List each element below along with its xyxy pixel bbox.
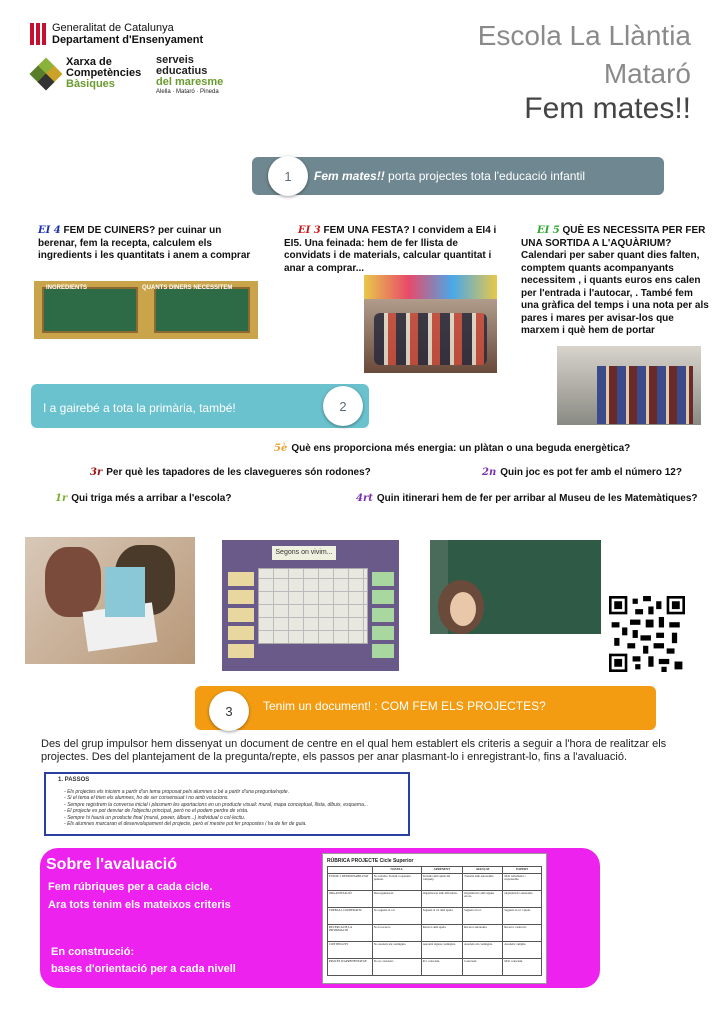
ei3-text: FEM UNA FESTA? I convidem a EI4 i EI5. Una feinada: hem de fer llista de convidats i de materials, calcular quantitat i anar a comprar... <box>284 225 497 274</box>
rubrica-cell: ESTOIC I RESPONSABILITAT <box>328 873 373 890</box>
rubrica-cell: CONTINGUTS <box>328 941 373 958</box>
ei3-block <box>284 225 502 275</box>
xarxa-diamond-icon <box>32 60 60 88</box>
section1-number: 1 <box>268 156 308 196</box>
table-row <box>328 924 542 941</box>
passos-title: 1. PASSOS <box>58 777 90 783</box>
rubrica-cell: Segueix el rol. <box>463 907 503 924</box>
rubrica-cell: No segueix el rol. <box>372 907 421 924</box>
ei4-block <box>38 225 260 263</box>
avaluacio-line4: bases d'orientació per a cada nivell <box>51 963 236 975</box>
rubrica-header: EXPERT <box>503 867 542 874</box>
rubrica-cell: TREBALL COOPERATIU <box>328 907 373 924</box>
rubrica-cell: Segueix el rol i ajuda. <box>503 907 542 924</box>
rubrica-cell: Molt conscient. <box>503 958 542 975</box>
question-2n-tag: 2n <box>482 467 497 478</box>
ei5-block <box>521 225 709 338</box>
rubrica-cell: No treballa. Treball cooperatiu puntual. <box>372 873 421 890</box>
rubrica-document <box>322 853 547 984</box>
section3-number: 3 <box>209 691 249 731</box>
school-name: Escola La Llàntia <box>477 20 691 51</box>
ei4-tag: EI 4 <box>38 225 61 236</box>
rubrica-cell: Segueix el rol amb ajuda. <box>421 907 462 924</box>
board-segons-title: Segons on vivim... <box>272 546 336 560</box>
xarxa-line3: Bàsiques <box>66 78 115 90</box>
primary-photo-3 <box>430 540 601 634</box>
poster-title: Fem mates!! <box>524 92 691 125</box>
serveis-line4: Alella · Mataró · Pineda <box>156 89 219 95</box>
section1-banner <box>252 157 664 195</box>
rubrica-cell: Poc conscient. <box>421 958 462 975</box>
xarxa-line1: Xarxa de <box>66 56 112 68</box>
ei3-tag: EI 3 <box>298 225 321 236</box>
section2-number: 2 <box>323 386 363 426</box>
question-1r-tag: 1r <box>55 493 68 504</box>
primary-photo-2 <box>222 540 399 671</box>
table-row <box>328 907 542 924</box>
rubrica-cell: RECERCA DE LA INFORMACIÓ <box>328 924 373 941</box>
gencat-line1: Generalitat de Catalunya <box>52 22 174 34</box>
passos-item: - Sempre registrem la conversa inicial i plasmem les aportacions en un producte visual: mural, mapa conceptual, llista, dibuix, esquema... <box>64 802 402 809</box>
section2-banner <box>31 384 369 428</box>
board-diners-label: QUANTS DINERS NECESSITEM <box>142 285 233 291</box>
serveis-line3: del maresme <box>156 76 224 88</box>
rubrica-cell: Recerca i selecció. <box>503 924 542 941</box>
question-4rt <box>356 493 698 504</box>
gencat-line2: Departament d'Ensenyament <box>52 34 204 46</box>
avaluacio-line2: Ara tots tenim els mateixos criteris <box>48 899 231 911</box>
question-2n-text: Quin joc es pot fer amb el número 12? <box>500 467 682 478</box>
rubrica-table <box>327 866 542 976</box>
avaluacio-line3: En construcció: <box>51 946 135 958</box>
section3-banner <box>195 686 656 730</box>
xarxa-line2: Competències <box>66 67 142 79</box>
primary-photo-1 <box>25 537 195 664</box>
question-3r-text: Per què les tapadores de les clavegueres són rodones? <box>106 467 371 478</box>
rubrica-cell: ORGANITZACIÓ <box>328 890 373 907</box>
rubrica-cell: Treballa amb autonomia. <box>463 873 503 890</box>
serveis-line2: educatius <box>156 65 208 77</box>
rubrica-cell: No assoleix els continguts. <box>372 941 421 958</box>
rubrica-cell: Molt treballador i responsable. <box>503 873 542 890</box>
xarxa-logo <box>32 57 141 90</box>
rubrica-header: APRENENT <box>421 867 462 874</box>
passos-item: - Els projectes els iniciem a partir d'un tema proposat pels alumnes o bé a partir d'una pregunta/repte. <box>64 789 402 796</box>
serveis-line1: serveis <box>156 54 194 66</box>
ei5-tag: EI 5 <box>537 225 560 236</box>
ei5-text: QUÈ ES NECESSITA PER FER UNA SORTIDA A L'AQUÀRIUM? Calendari per saber quant dies falten, comptem quants acompanyants necessitem , i quants euros ens calen per l'entrada i l'autocar, . També fem una gràfica del temps i una nota per als pares i mares per avisar-los que marxem i què hem de portar <box>521 225 709 336</box>
avaluacio-line1: Fem rúbriques per a cada cicle. <box>48 881 213 893</box>
section1-banner-text: porta projectes tota l'educació infantil <box>384 169 586 183</box>
section3-description: Des del grup impulsor hem dissenyat un document de centre en el qual hem establert els criteris a seguir a l'hora de realitzar els projectes. Des del plantejament de la pregunta/repte, els passos per anar plasmant-lo i enregistrant-lo, fins a l'avaluació. <box>41 738 667 763</box>
passos-item: - Si el tema el trien els alumnes, ho de ser consensuat i no amb votacions. <box>64 795 402 802</box>
passos-list <box>52 789 402 828</box>
passos-item: - Sempre hi haurà un producte final (mural, power, àlbum...) individual o col·lectiu. <box>64 815 402 822</box>
rubrica-cell: Assoleix els continguts. <box>463 941 503 958</box>
passos-item: - El projecte es pot desviar de l'objectiu principal, però no el podem perdre de vista. <box>64 808 402 815</box>
rubrica-header: AVANÇAT <box>463 867 503 874</box>
rubrica-title: RÚBRICA PROJECTE Cicle Superior <box>327 858 414 864</box>
section2-banner-text: I a gairebé a tota la primària, també! <box>43 401 236 415</box>
rubrica-cell: Organització autònoma. <box>503 890 542 907</box>
question-4rt-tag: 4rt <box>356 493 373 504</box>
question-2n <box>482 467 682 478</box>
question-4rt-text: Quin itinerari hem de fer per arribar al Museu de les Matemàtiques? <box>376 493 698 504</box>
question-3r <box>90 467 371 478</box>
ei4-text: FEM DE CUINERS? per cuinar un berenar, fem la recepta, calculem els ingredients i les quantitats i anem a comprar <box>38 225 251 261</box>
board-ingredients-label: INGREDIENTS <box>46 285 88 291</box>
gencat-logo <box>30 22 203 46</box>
question-5e <box>274 443 630 454</box>
avaluacio-title: Sobre l'avaluació <box>46 856 177 873</box>
rubrica-cell: Assoleix i amplia. <box>503 941 542 958</box>
passos-item: - Els alumnes marcaran el desenvolupament del projecte, però el mestre pot fer propostes i ha de fer de guia. <box>64 821 402 828</box>
rubrica-cell: Conscient. <box>463 958 503 975</box>
rubrica-cell: Assoleix alguns continguts. <box>421 941 462 958</box>
rubrica-cell: PROCÉS D'APRENENTATGE <box>328 958 373 975</box>
rubrica-header: NOVELL <box>372 867 421 874</box>
rubrica-cell: Recerca autònoma. <box>463 924 503 941</box>
qr-code-icon[interactable] <box>609 596 685 672</box>
table-row <box>328 873 542 890</box>
table-row <box>328 941 542 958</box>
rubrica-cell: Treballa amb ajuda del company. <box>421 873 462 890</box>
ei5-photo <box>557 346 701 425</box>
gencat-flag-icon <box>30 23 46 45</box>
serveis-logo <box>156 55 223 96</box>
rubrica-cell: No es conscient. <box>372 958 421 975</box>
section3-banner-text: Tenim un document! : COM FEM ELS PROJECTES? <box>263 699 546 713</box>
question-5e-text: Què ens proporciona més energia: un plàtan o una beguda energètica? <box>291 443 631 454</box>
table-row <box>328 890 542 907</box>
section1-banner-em: Fem mates!! <box>314 169 385 183</box>
ei4-photo <box>34 281 258 339</box>
rubrica-cell: No fa recerca. <box>372 924 421 941</box>
question-1r-text: Qui triga més a arribar a l'escola? <box>71 493 232 504</box>
question-3r-tag: 3r <box>90 467 103 478</box>
rubrica-cell: Organització amb dificultats. <box>421 890 462 907</box>
school-city: Mataró <box>603 58 691 89</box>
table-row <box>328 958 542 975</box>
rubrica-cell: Recerca amb ajuda. <box>421 924 462 941</box>
passos-box <box>44 772 410 836</box>
rubrica-cell: Desorganització. <box>372 890 421 907</box>
rubrica-cell: Organització amb alguns errors. <box>463 890 503 907</box>
question-1r <box>55 493 231 504</box>
question-5e-tag: 5è <box>274 443 288 454</box>
ei3-photo <box>364 275 497 373</box>
